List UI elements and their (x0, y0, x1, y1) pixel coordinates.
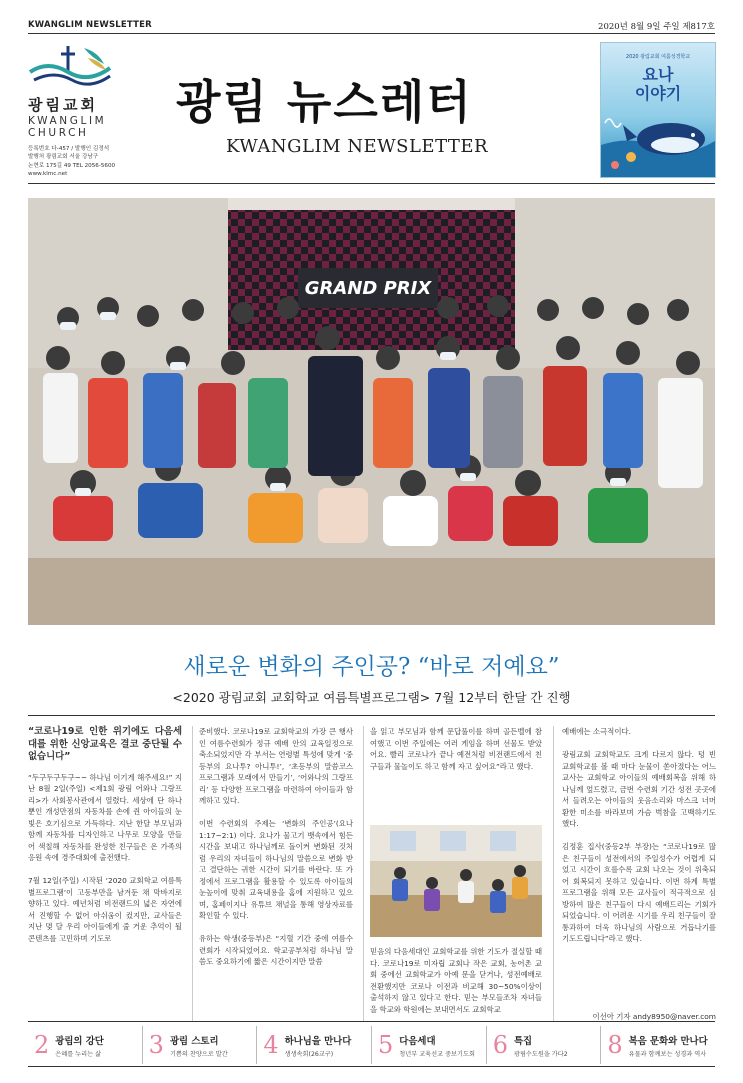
column-divider (553, 726, 554, 1022)
group-photo (28, 198, 715, 625)
section-subtitle: 유물과 함께보는 성경과 역사 (628, 1050, 707, 1058)
column-divider (363, 726, 364, 1022)
section-page-number: 8 (607, 1031, 623, 1059)
section-page-number: 3 (148, 1031, 164, 1059)
body-rule (28, 715, 715, 716)
section-index-item[interactable] (143, 1026, 258, 1064)
article-paragraph: 을 읽고 부모님과 함께 문답풀이를 하며 골든벨에 참여했고 이번 주일에는 여러 게임을 하며 선물도 받았어요. 빨리 코로나가 끝나 예전처럼 비전랜드에서 친구들과 물놀이도 하고 함께 자고 싶어요”라고 했다. (370, 727, 542, 771)
section-subtitle: 광림수도원을 가다2 (513, 1050, 568, 1058)
article-paragraph: 김정훈 집사(중등2부 부장)는 “코로나19로 많은 친구들이 성전에서의 주일성수가 어렵게 되었고 시간이 흐를수록 교회 나오는 것이 위축되어 회복되지 못하고 있습니다. 이번 하계 특별 프로그램을 위해 모든 교사들이 적극적으로 심방하여 많은 친구들이 다시 예배드리는 기회가 되었습니다. 이 어려운 시기를 우리 친구들이 잘 통과하여 더욱 하나님의 사람으로 거듭나기를 기도드립니다”라고 했다. (562, 842, 716, 943)
article-headline: 새로운 변화의 주인공? “바로 저예요” (183, 654, 560, 680)
section-index-item[interactable] (601, 1026, 715, 1064)
article-column-4 (562, 726, 716, 956)
article-paragraph: 7월 12일(주일) 시작된 ‘2020 교회학교 여름특별프로그램’이 고동부만을 남겨둔 채 막바지로 향하고 있다. 예년처럼 비전랜드의 넓은 자연에서 진행할 수 없어 아쉬움이 컸지만, 교사들은 지난 몇 달 우리 아이들에게 줄 거운 추억이 될 콘텐츠를 고민하며 기도로 (28, 876, 182, 943)
article-column-3-bottom (370, 946, 542, 1027)
poster-title-line: 요나 (642, 65, 674, 84)
article-column-1 (28, 726, 182, 956)
church-logo-block (28, 42, 128, 179)
church-logo-icon (28, 42, 112, 88)
classroom-photo-image (370, 825, 542, 937)
publication-info-line: 발행처 광림교회 서울 강남구 (28, 154, 99, 161)
section-title: 특집 (513, 1035, 533, 1047)
section-page-number: 4 (263, 1031, 279, 1059)
article-paragraph: 준비했다. 코로나19로 교회학교의 가장 큰 행사인 여름수련회가 정규 예배 안의 교육일정으로 축소되었지만 각 부서는 연령별 특성에 맞게 ‘중등부의 요나투? 아니투!’, ‘초등부의 말씀코스 프로그램과 모래에서 만들기’, ‘어와나의 그랑프리’ 등 다양한 프로그램을 마련하여 아이들과 함께하고 있다. (199, 727, 353, 805)
group-photo-image (28, 198, 715, 625)
publication-info-line: 등록번호 다-457 / 발행인 김정석 (28, 146, 110, 152)
section-subtitle: 생생속회(26교구) (284, 1050, 334, 1058)
article-paragraph: “두구두구두구~~ 하나님 이기게 해주세요!” 지난 8월 2일(주일) <제1회 광림 어와나 그랑프리>가 사회봉사관에서 열렸다. 세상에 단 하나 뿐인 개성만점의 자동차를 손에 쥔 아이들의 눈빛은 호기심으로 가득하다. 지난 한달 부모님과 함께 자동차를 디자인하고 나무로 모양을 만들어 색칠해 자동차를 완성한 친구들은 온 가족의 응원 속에 경주대회에 출전했다. (28, 772, 182, 862)
masthead-title-ko: 광림 뉴스레터 (176, 75, 473, 129)
poster-title (601, 65, 715, 103)
publication-info (28, 145, 128, 179)
publication-info-line: 논현로 175길 49 TEL 2056-5600 (28, 162, 116, 169)
section-title: 다음세대 (399, 1035, 436, 1047)
section-index-item[interactable] (28, 1026, 143, 1064)
logo-name-en-2: CHURCH (28, 127, 89, 139)
article-lead-quote: “코로나19로 인한 위기에도 다음세대를 위한 신앙교육은 결코 중단될 수 없습니다” (28, 726, 182, 762)
article-paragraph: 믿음의 다음세대인 교회학교를 위한 기도가 절실할 때다. 코로나19로 미자립 교회나 작은 교회, 농어촌 교회 중에선 교회학교가 아예 문을 닫거나, 성전예배로 전환했지만 코로나 이전과 비교해 30~50%이상이 출석하지 않고 있다고 한다. 믿는 부모들조차 자녀들을 학교와 학원에는 보내면서도 교회학교 (370, 947, 542, 1014)
header-rule (28, 183, 715, 184)
logo-name-en-1: KWANGLIM (28, 115, 107, 127)
svg-text:GRAND PRIX: GRAND PRIX (304, 278, 432, 299)
header-left-label: KWANGLIM NEWSLETTER (28, 20, 152, 30)
section-index-item[interactable] (257, 1026, 372, 1064)
article-byline: 이선아 기자 andy8950@naver.com (592, 1012, 716, 1021)
classroom-photo (370, 825, 542, 937)
section-page-number: 6 (492, 1031, 508, 1059)
section-subtitle: 청년부 교육선교 중보기도회 (399, 1050, 475, 1058)
issue-line: 2020년 8월 9일 주일 제817호 (598, 22, 715, 32)
article-paragraph: 이번 수련회의 주제는 ‘변화의 주인공’(요나 1:17~2:1) 이다. 요나가 물고기 뱃속에서 힘든 시간을 보내고 하나님께로 돌이켜 변화된 것처럼 우리의 자녀들이 하나님의 말씀으로 변화 받고 결단하는 귀한 시간이 되기를 바란다. 또 가정에서 프로그램을 활용할 수 있도록 아이들의 눈높이에 맞춰 교육내용을 홈에 지원하고 있으며, 홈페이지나 유튜브 채널을 통해 영상자료를 확인할 수 있다. (199, 819, 353, 920)
footer-rule (28, 1021, 715, 1022)
whale-illustration-icon (601, 105, 715, 177)
article-paragraph: 유하는 학생(중등부)은 “지혈 기간 중에 여름수련회가 시작되었어요. 학교공부처럼 하나님 말씀도 중요하기에 짧은 시간이지만 말씀 (199, 934, 353, 966)
section-index-item[interactable] (372, 1026, 487, 1064)
section-title: 광림의 강단 (55, 1035, 104, 1047)
website-link[interactable]: www.klmc.net (28, 171, 68, 178)
section-title: 하나님을 만나다 (284, 1035, 352, 1047)
section-title: 복음 문화와 만나다 (628, 1035, 708, 1047)
section-index-item[interactable] (487, 1026, 602, 1064)
section-subtitle: 은혜를 누리는 삶 (55, 1050, 102, 1058)
poster-caption: 2020 광림교회 여름성경학교 (625, 54, 691, 60)
section-page-number: 2 (34, 1031, 50, 1059)
section-subtitle: 기쁨의 찬양으로 발간 (169, 1050, 228, 1058)
vbs-poster (600, 42, 716, 178)
section-index (28, 1026, 715, 1064)
article-paragraph: 광림교회 교회학교도 크게 다르지 않다. 텅 빈 교회학교를 볼 때 마다 눈물이 쏟아졌다는 어느 교사는 교회학교 아이들의 예배회복을 위해 하나님께 엎드렸고, 금번 수련회 기간 성전 곳곳에서 들려오는 아이들의 웃음소리와 마스크 너머 환한 미소를 바라보며 가슴 벅참을 고백하기도 했다. (562, 750, 716, 828)
section-title: 광림 스토리 (169, 1035, 219, 1047)
poster-title-line: 이야기 (634, 84, 682, 103)
masthead-title-en: KWANGLIM NEWSLETTER (226, 136, 489, 157)
top-rule (28, 33, 715, 34)
article-paragraph: 예배에는 소극적이다. (562, 727, 631, 736)
article-column-3-top (370, 726, 542, 784)
article-subhead: <2020 광림교회 교회학교 여름특별프로그램> 7월 12부터 한달 간 진행 (172, 690, 571, 705)
column-divider (192, 726, 193, 1022)
section-page-number: 5 (378, 1031, 394, 1059)
logo-name-ko: 광림교회 (28, 96, 98, 114)
article-column-2 (199, 726, 353, 979)
bottom-rule (28, 1066, 715, 1067)
